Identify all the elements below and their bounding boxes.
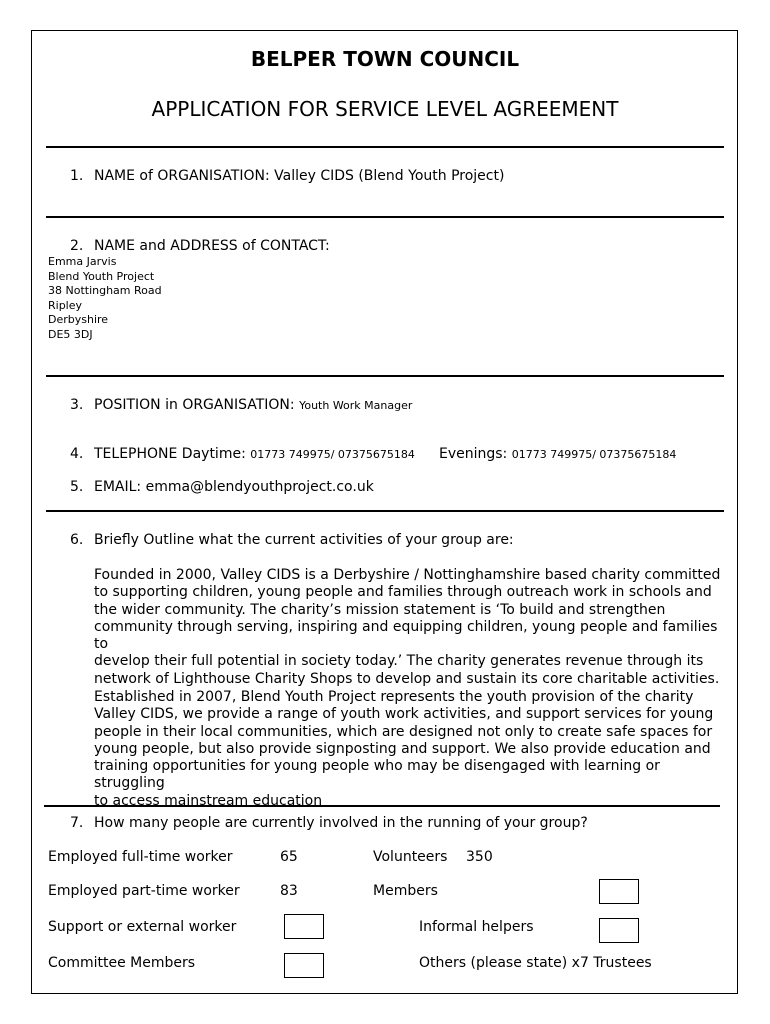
q5-row	[94, 479, 374, 495]
paragraph-line: training opportunities for young people who may be disengaged with learning or struggling	[94, 758, 660, 792]
fulltime-label: Employed full-time worker	[48, 849, 233, 865]
support-worker-label: Support or external worker	[48, 919, 237, 935]
address-line: Ripley	[48, 298, 83, 312]
members-input-box[interactable]	[599, 879, 639, 904]
evenings-label: Evenings:	[439, 446, 508, 462]
q1-value[interactable]: Valley CIDS (Blend Youth Project)	[274, 168, 505, 184]
paragraph-line: to access mainstream education	[94, 792, 323, 809]
daytime-label: TELEPHONE Daytime:	[94, 446, 246, 462]
volunteers-label: Volunteers	[373, 849, 448, 865]
daytime-phone-value[interactable]: 01773 749975/ 07375675184	[250, 448, 415, 461]
form-title: APPLICATION FOR SERVICE LEVEL AGREEMENT	[151, 97, 619, 121]
parttime-label: Employed part-time worker	[48, 883, 240, 899]
q5-number: 5.	[70, 479, 84, 495]
q7-number: 7.	[70, 815, 84, 831]
paragraph-line: Valley CIDS, we provide a range of youth work activities, and support services for young	[94, 706, 714, 723]
section-divider	[46, 510, 724, 512]
informal-helpers-label: Informal helpers	[419, 919, 534, 935]
q1-number: 1.	[70, 168, 84, 184]
address-line: Emma Jarvis	[48, 255, 117, 268]
q6-number: 6.	[70, 532, 84, 548]
q2-number: 2.	[70, 238, 84, 254]
q6-label: Briefly Outline what the current activities of your group are:	[94, 532, 514, 548]
q4-number: 4.	[70, 446, 84, 462]
address-line: 38 Nottingham Road	[48, 284, 162, 298]
informal-helpers-input-box[interactable]	[599, 918, 639, 943]
fulltime-value[interactable]: 65	[280, 849, 298, 865]
paragraph-line: Established in 2007, Blend Youth Project represents the youth provision of the charity	[94, 689, 694, 705]
contact-address[interactable]	[48, 255, 162, 343]
council-name: BELPER TOWN COUNCIL	[250, 47, 520, 71]
email-label: EMAIL:	[94, 479, 142, 495]
section-divider	[44, 805, 720, 807]
paragraph-line: people in their local communities, which are designed not only to create safe spaces for	[94, 723, 713, 740]
paragraph-line: develop their full potential in society today.’ The charity generates revenue through its	[94, 653, 704, 670]
others-label[interactable]: Others (please state) x7 Trustees	[419, 955, 652, 971]
q3-value[interactable]: Youth Work Manager	[299, 399, 413, 412]
q1-row	[94, 168, 504, 184]
email-value[interactable]: emma@blendyouthproject.co.uk	[145, 479, 374, 495]
section-divider	[46, 216, 724, 218]
paragraph-line: to supporting children, young people and families through outreach work in schools and	[94, 584, 712, 601]
q4-daytime-row	[94, 446, 415, 462]
q1-label: NAME of ORGANISATION:	[94, 168, 270, 184]
evenings-phone-value[interactable]: 01773 749975/ 07375675184	[511, 448, 677, 461]
paragraph-line: young people, but also provide signposting and support. We also provide education and	[94, 740, 711, 757]
parttime-value[interactable]: 83	[280, 883, 298, 899]
activities-paragraph-1[interactable]	[94, 567, 724, 688]
q3-label: POSITION in ORGANISATION:	[94, 397, 295, 413]
q7-label: How many people are currently involved in the running of your group?	[94, 815, 588, 831]
address-line: Derbyshire	[48, 313, 109, 327]
q2-label: NAME and ADDRESS of CONTACT:	[94, 238, 330, 254]
q3-row	[94, 397, 412, 413]
q3-number: 3.	[70, 397, 84, 413]
address-line: DE5 3DJ	[48, 327, 93, 341]
committee-members-label: Committee Members	[48, 955, 196, 971]
paragraph-line: Founded in 2000, Valley CIDS is a Derbyshire / Nottinghamshire based charity committed	[94, 567, 721, 583]
committee-members-input-box[interactable]	[284, 953, 324, 978]
support-worker-input-box[interactable]	[284, 914, 324, 939]
q4-evenings-row	[439, 446, 676, 462]
section-divider	[46, 375, 724, 377]
volunteers-value[interactable]: 350	[466, 849, 493, 865]
address-line: Blend Youth Project	[48, 269, 155, 283]
paragraph-line: community through serving, inspiring and equipping children, young people and families to	[94, 618, 718, 653]
section-divider	[46, 146, 724, 148]
paragraph-line: network of Lighthouse Charity Shops to develop and sustain its core charitable activities.	[94, 670, 720, 687]
members-label: Members	[373, 883, 438, 899]
paragraph-line: the wider community. The charity’s mission statement is ‘To build and strengthen	[94, 601, 666, 618]
activities-paragraph-2[interactable]	[94, 689, 724, 810]
